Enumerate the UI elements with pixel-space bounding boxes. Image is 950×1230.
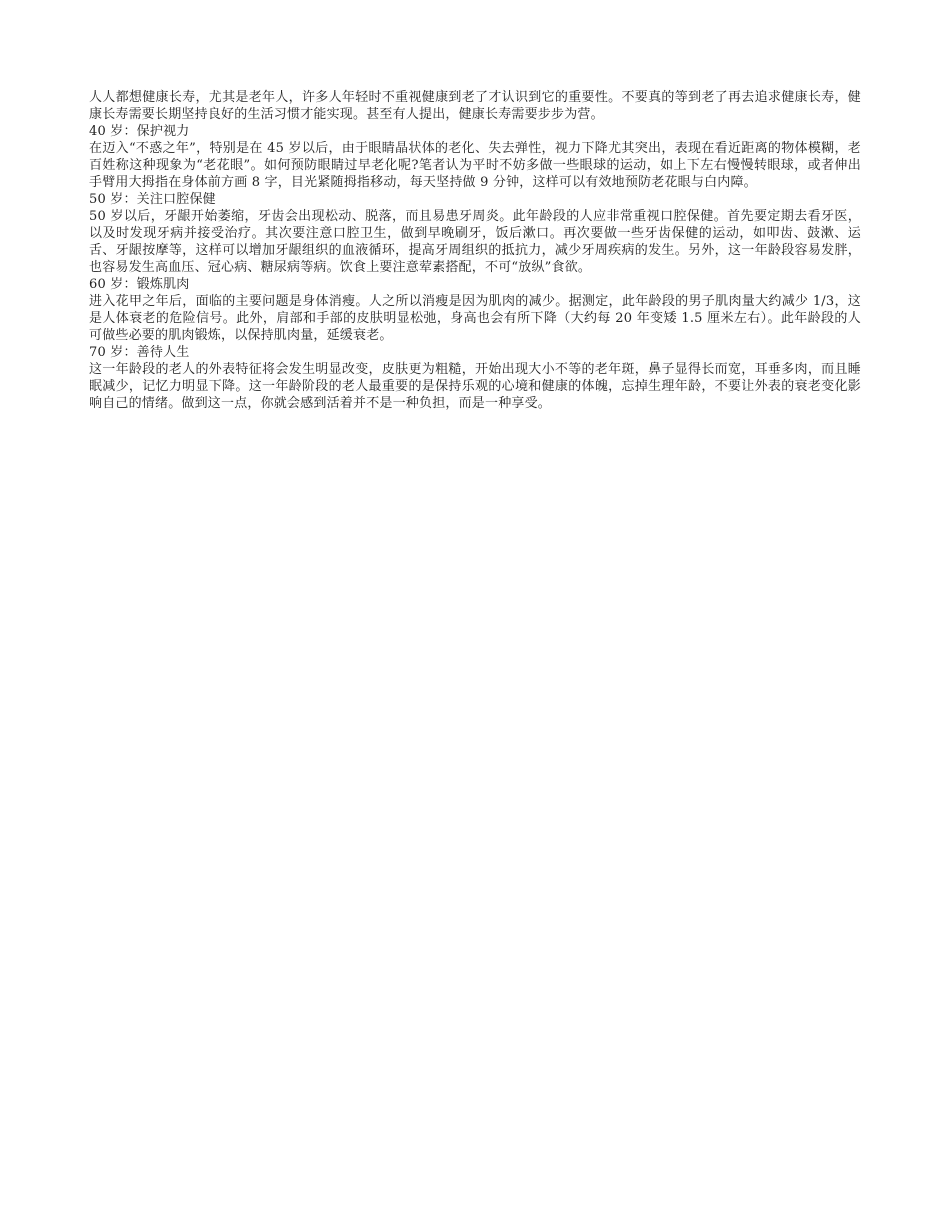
section-body-40: 在迈入“不惑之年”，特别是在 45 岁以后，由于眼睛晶状体的老化、失去弹性，视力下降尤其突出，表现在看近距离的物体模糊，老百姓称这种现象为“老花眼”。如何预防眼睛过早老化呢?笔者认为平时不妨多做一些眼球的运动，如上下左右慢慢转眼球，或者伸出手臂用大拇指在身体前方画 8 字，目光紧随拇指移动，每天坚持做 9 分钟，这样可以有效地预防老花眼与白内障。 [89, 141, 861, 190]
section-heading-40: 40 岁：保护视力 [89, 124, 190, 139]
section-body-70: 这一年龄段的老人的外表特征将会发生明显改变，皮肤更为粗糙，开始出现大小不等的老年斑，鼻子显得长而宽，耳垂多肉，而且睡眠减少，记忆力明显下降。这一年龄阶段的老人最重要的是保持乐观的心境和健康的体魄，忘掉生理年龄，不要让外表的衰老变化影响自己的情绪。做到这一点，你就会感到活着并不是一种负担，而是一种享受。 [89, 362, 861, 411]
section-heading-50: 50 岁：关注口腔保健 [89, 192, 216, 207]
document-body [89, 89, 861, 412]
intro-paragraph: 人人都想健康长寿，尤其是老年人，许多人年轻时不重视健康到老了才认识到它的重要性。不要真的等到老了再去追求健康长寿，健康长寿需要长期坚持良好的生活习惯才能实现。甚至有人提出，健康长寿需要步步为营。 [89, 90, 861, 122]
section-heading-70: 70 岁：善待人生 [89, 345, 190, 360]
section-body-50: 50 岁以后，牙龈开始萎缩，牙齿会出现松动、脱落，而且易患牙周炎。此年龄段的人应非常重视口腔保健。首先要定期去看牙医，以及时发现牙病并接受治疗。其次要注意口腔卫生，做到早晚刷牙，饭后漱口。再次要做一些牙齿保健的运动，如叩齿、鼓漱、运舌、牙龈按摩等，这样可以增加牙龈组织的血液循环，提高牙周组织的抵抗力，减少牙周疾病的发生。另外，这一年龄段容易发胖，也容易发生高血压、冠心病、糖尿病等病。饮食上要注意荤素搭配，不可“放纵”食欲。 [89, 209, 861, 275]
section-heading-60: 60 岁：锻炼肌肉 [89, 277, 190, 292]
section-body-60: 进入花甲之年后，面临的主要问题是身体消瘦。人之所以消瘦是因为肌肉的减少。据测定，此年龄段的男子肌肉量大约减少 1/3，这是人体衰老的危险信号。此外，肩部和手部的皮肤明显松弛，身高也会有所下降（大约每 20 年变矮 1.5 厘米左右）。此年龄段的人可做些必要的肌肉锻炼，以保持肌肉量，延缓衰老。 [89, 294, 861, 343]
